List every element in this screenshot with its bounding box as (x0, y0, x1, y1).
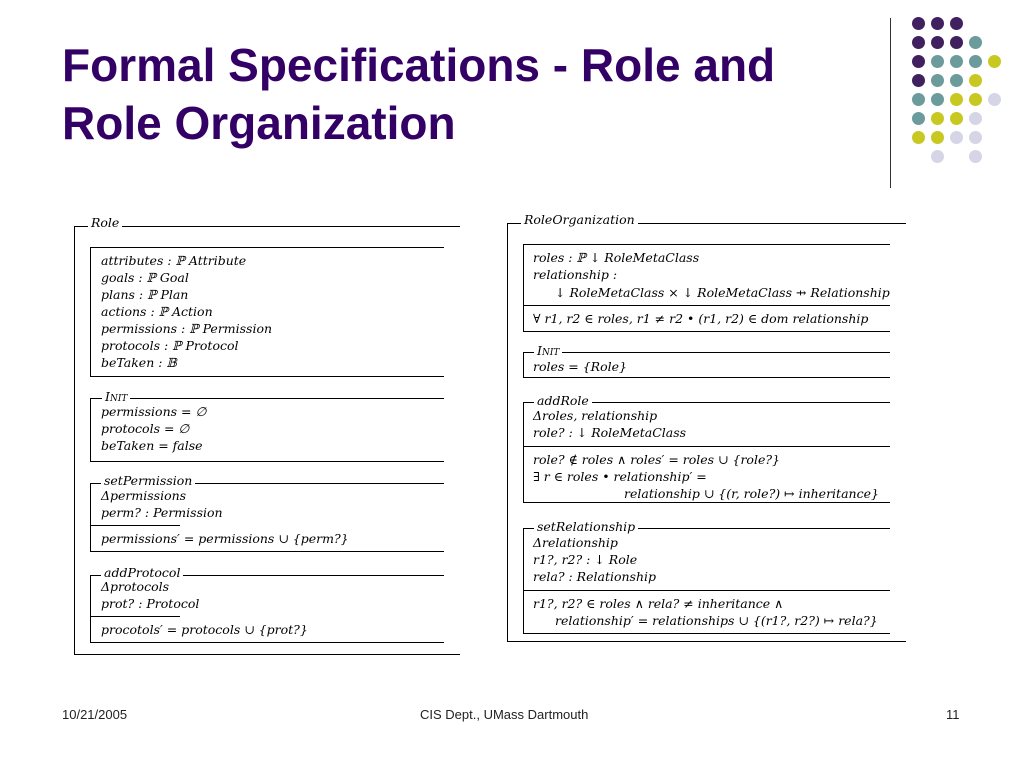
add-protocol-predicate: procotols′ = protocols ∪ {prot?} (101, 622, 308, 637)
decorative-dot (969, 112, 982, 125)
decorative-dot (950, 55, 963, 68)
decorative-dot (969, 74, 982, 87)
schema-name-add-protocol: addProtocol (101, 564, 183, 581)
footer-department: CIS Dept., UMass Dartmouth (420, 707, 589, 722)
decorative-dot (931, 150, 944, 163)
decorative-dot (950, 131, 963, 144)
decorative-dot-grid (0, 0, 1024, 200)
decorative-dot (912, 17, 925, 30)
decorative-dot (969, 150, 982, 163)
decorative-dot (912, 131, 925, 144)
role-org-decl-relationship: relationship : (533, 267, 618, 282)
decorative-dot (931, 93, 944, 106)
decorative-dot (969, 55, 982, 68)
decorative-dot (969, 36, 982, 49)
role-org-init-line: roles = {Role} (533, 359, 627, 374)
add-role-predicate: role? ∉ roles ∧ roles′ = roles ∪ {role?} (533, 452, 781, 467)
decorative-dot (912, 112, 925, 125)
add-protocol-decl: prot? : Protocol (101, 596, 200, 611)
decorative-dot (912, 74, 925, 87)
decorative-dot (931, 112, 944, 125)
role-init-line: beTaken = false (101, 438, 203, 453)
schema-name-set-relationship: setRelationship (534, 518, 638, 535)
slide-title: Formal Specifications - Role and Role Organization (62, 39, 776, 149)
footer-date: 10/21/2005 (62, 707, 128, 722)
role-organization-schema (507, 212, 906, 641)
role-state-plans: plans : ℙ Plan (101, 287, 189, 302)
role-org-decl-relationship-type: ↓ RoleMetaClass × ↓ RoleMetaClass ⇸ Relationship (555, 285, 890, 300)
decorative-dot (931, 74, 944, 87)
add-role-decl: Δroles, relationship (533, 408, 658, 423)
schema-name-role-init: Init (102, 388, 130, 405)
decorative-dot (988, 93, 1001, 106)
role-state-actions: actions : ℙ Action (101, 304, 213, 319)
decorative-dot (950, 93, 963, 106)
decorative-dot (950, 74, 963, 87)
set-relationship-decl: r1?, r2? : ↓ Role (533, 552, 638, 567)
decorative-dot (950, 17, 963, 30)
schema-name-role-org-init: Init (534, 342, 562, 359)
set-permission-predicate: permissions′ = permissions ∪ {perm?} (101, 531, 349, 546)
role-org-decl-roles: roles : ℙ ↓ RoleMetaClass (533, 250, 700, 265)
add-protocol-decl: Δprotocols (101, 579, 170, 594)
set-permission-decl: perm? : Permission (101, 505, 223, 520)
decorative-dot (950, 36, 963, 49)
set-permission-decl: Δpermissions (101, 488, 187, 503)
set-relationship-predicate: relationship′ = relationships ∪ {(r1?, r2?) ↦ rela?} (555, 613, 878, 628)
role-schema (74, 215, 460, 654)
decorative-dot (931, 17, 944, 30)
footer-page-number: 11 (946, 707, 960, 722)
role-state-betaken: beTaken : 𝔹 (101, 355, 177, 370)
schema-name-role: Role (88, 214, 122, 231)
decorative-dot (969, 93, 982, 106)
add-role-predicate: relationship ∪ {(r, role?) ↦ inheritance} (624, 486, 879, 501)
decorative-dot (950, 112, 963, 125)
schema-name-set-permission: setPermission (101, 472, 195, 489)
add-role-decl: role? : ↓ RoleMetaClass (533, 425, 687, 440)
decorative-dot (912, 55, 925, 68)
decorative-dot (912, 93, 925, 106)
role-org-invariant: ∀ r1, r2 ∈ roles, r1 ≠ r2 • (r1, r2) ∈ dom relationship (533, 311, 869, 326)
set-relationship-decl: Δrelationship (533, 535, 618, 550)
set-relationship-predicate: r1?, r2? ∈ roles ∧ rela? ≠ inheritance ∧ (533, 596, 784, 611)
add-role-predicate: ∃ r ∈ roles • relationship′ = (533, 469, 707, 484)
role-init-line: permissions = ∅ (101, 404, 207, 419)
schema-name-role-organization: RoleOrganization (521, 211, 638, 228)
role-state-goals: goals : ℙ Goal (101, 270, 189, 285)
decorative-dot (969, 131, 982, 144)
role-init-line: protocols = ∅ (101, 421, 190, 436)
decorative-dot (912, 36, 925, 49)
role-state-permissions: permissions : ℙ Permission (101, 321, 273, 336)
role-state-attributes: attributes : ℙ Attribute (101, 253, 247, 268)
decorative-dot (931, 36, 944, 49)
decorative-dot (931, 55, 944, 68)
role-state-protocols: protocols : ℙ Protocol (101, 338, 239, 353)
decorative-dot (988, 55, 1001, 68)
schema-name-add-role: addRole (534, 392, 592, 409)
decorative-dot (931, 131, 944, 144)
set-relationship-decl: rela? : Relationship (533, 569, 657, 584)
